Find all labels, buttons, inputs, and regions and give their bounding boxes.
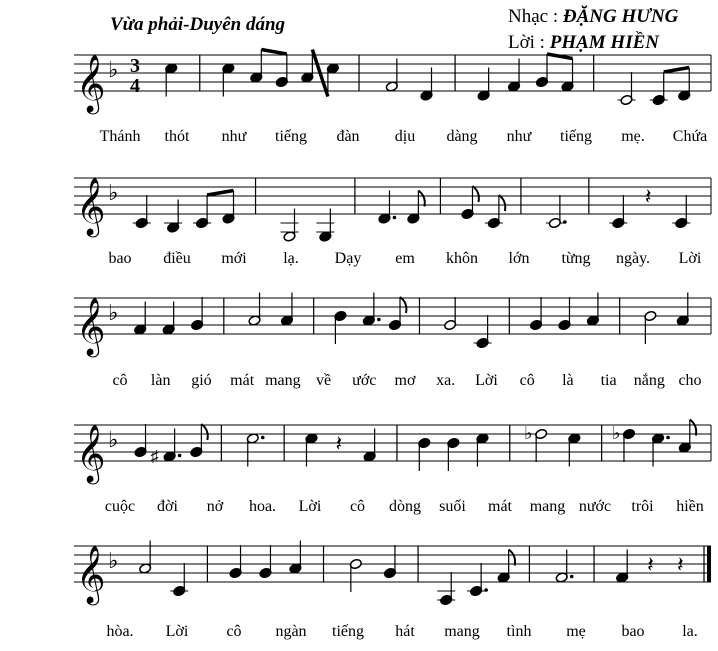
- lyrics-label: Lời :: [508, 32, 545, 53]
- lyric-syllable: mang: [444, 623, 480, 640]
- lyric-syllable: từng: [561, 250, 591, 267]
- sharp-accidental: ♯: [150, 448, 159, 466]
- lyric-syllable: Chứa: [672, 128, 708, 145]
- quarter-rest: 𝄽: [677, 552, 684, 577]
- treble-clef: 𝄞: [76, 546, 106, 602]
- note-flag: [509, 550, 515, 566]
- dot: [377, 318, 381, 322]
- lyric-syllable: cuộc: [104, 498, 136, 515]
- lyric-syllable: nắng: [633, 372, 665, 389]
- lyric-syllable: hòa.: [106, 623, 134, 640]
- lyric-syllable: mang: [265, 372, 301, 389]
- lyric-syllable: Lời: [298, 498, 322, 515]
- time-signature-top: 3: [130, 55, 140, 77]
- lyric-syllable: lớn: [508, 250, 530, 267]
- lyric-syllable: đàn: [336, 128, 360, 145]
- lyric-syllable: cô: [349, 498, 366, 515]
- lyric-syllable: Thánh: [99, 128, 141, 145]
- lyric-syllable: mẹ.: [621, 128, 645, 145]
- lyric-syllable: hiền: [676, 498, 704, 515]
- beam: [207, 191, 233, 196]
- quarter-rest: 𝄽: [647, 552, 654, 577]
- flat-accidental: ♭: [524, 423, 533, 443]
- lyric-syllable: mẹ: [566, 623, 586, 640]
- tempo-marking: Vừa phải-Duyên dáng: [110, 14, 286, 35]
- note-flag: [201, 424, 207, 440]
- treble-clef: 𝄞: [76, 425, 106, 481]
- dot: [178, 454, 182, 458]
- dot: [563, 220, 567, 224]
- lyricist-credit: [508, 32, 659, 54]
- lyric-syllable: cho: [678, 372, 702, 389]
- lyricist-name: PHẠM HIỀN: [549, 32, 659, 53]
- composer-name: ĐẶNG HƯNG: [562, 6, 679, 27]
- lyric-syllable: điều: [163, 250, 191, 267]
- lyric-syllable: ước: [352, 372, 377, 389]
- treble-clef: 𝄞: [76, 298, 106, 354]
- note-flag: [418, 191, 424, 207]
- lyric-syllable: suối: [439, 498, 466, 515]
- key-signature-flat: ♭: [108, 427, 119, 452]
- note-flag: [472, 186, 478, 202]
- lyric-syllable: Lời: [475, 372, 498, 389]
- lyric-syllable: Dạy: [334, 250, 362, 267]
- note-flag: [690, 420, 696, 436]
- lyric-syllable: mơ: [394, 372, 416, 389]
- key-signature-flat: ♭: [108, 548, 119, 573]
- flat-accidental: ♭: [611, 423, 621, 443]
- note-flag: [499, 195, 505, 211]
- quarter-rest: 𝄽: [644, 184, 652, 209]
- dot: [666, 436, 670, 440]
- lyric-syllable: cô: [226, 623, 242, 640]
- dot: [261, 436, 265, 440]
- key-signature-flat: ♭: [108, 180, 119, 205]
- lyric-syllable: trôi: [631, 498, 654, 515]
- key-signature-flat: ♭: [108, 300, 119, 325]
- key-signature-flat: ♭: [108, 57, 119, 82]
- lyric-syllable: Lời: [678, 250, 702, 267]
- dot: [484, 588, 488, 592]
- lyric-syllable: thót: [164, 128, 190, 145]
- lyric-syllable: gió: [191, 372, 212, 389]
- lyric-syllable: mát: [488, 498, 512, 515]
- note-flag: [400, 297, 406, 313]
- beam: [261, 50, 287, 55]
- lyric-syllable: nở: [206, 498, 224, 515]
- lyric-syllable: mát: [230, 372, 255, 389]
- beam: [664, 68, 690, 73]
- lyric-syllable: về: [316, 372, 332, 389]
- treble-clef: 𝄞: [76, 55, 106, 111]
- dot: [393, 216, 397, 220]
- lyric-syllable: tia: [600, 372, 617, 389]
- lyric-syllable: cô: [112, 372, 128, 389]
- lyric-syllable: lạ.: [283, 250, 299, 267]
- lyric-syllable: em: [395, 250, 415, 267]
- time-signature-bottom: 4: [130, 75, 140, 97]
- lyric-syllable: dàng: [446, 128, 478, 145]
- lyric-syllable: nước: [578, 498, 612, 515]
- lyric-syllable: là: [562, 372, 574, 389]
- lyric-syllable: cô: [519, 372, 535, 389]
- lyric-syllable: làn: [150, 372, 171, 389]
- dot: [570, 575, 574, 579]
- lyric-syllable: tiếng: [275, 128, 307, 145]
- lyric-syllable: mang: [529, 498, 566, 515]
- lyric-syllable: dòng: [389, 498, 421, 515]
- lyric-syllable: khôn: [446, 250, 478, 267]
- lyric-syllable: la.: [682, 623, 698, 640]
- lyric-syllable: ngày.: [615, 250, 651, 267]
- lyric-syllable: ngàn: [275, 623, 307, 640]
- lyric-syllable: như: [221, 128, 247, 145]
- music-label: Nhạc :: [508, 6, 559, 27]
- lyric-syllable: đời: [157, 498, 178, 515]
- lyric-syllable: tình: [506, 623, 532, 640]
- lyric-syllable: tiếng: [332, 623, 364, 640]
- treble-clef: 𝄞: [76, 178, 106, 234]
- composer-credit: [508, 6, 678, 28]
- lyric-syllable: dịu: [394, 128, 416, 145]
- lyric-syllable: tiếng: [560, 128, 592, 145]
- lyric-syllable: mới: [221, 250, 247, 267]
- lyric-syllable: bao: [621, 623, 645, 640]
- lyric-syllable: Lời: [165, 623, 189, 640]
- lyric-syllable: như: [506, 128, 532, 145]
- lyric-syllable: bao: [108, 250, 132, 267]
- lyric-syllable: xa.: [436, 372, 456, 389]
- lyric-syllable: hoa.: [248, 498, 277, 515]
- quarter-rest: 𝄽: [335, 431, 343, 456]
- lyric-syllable: hát: [395, 623, 415, 640]
